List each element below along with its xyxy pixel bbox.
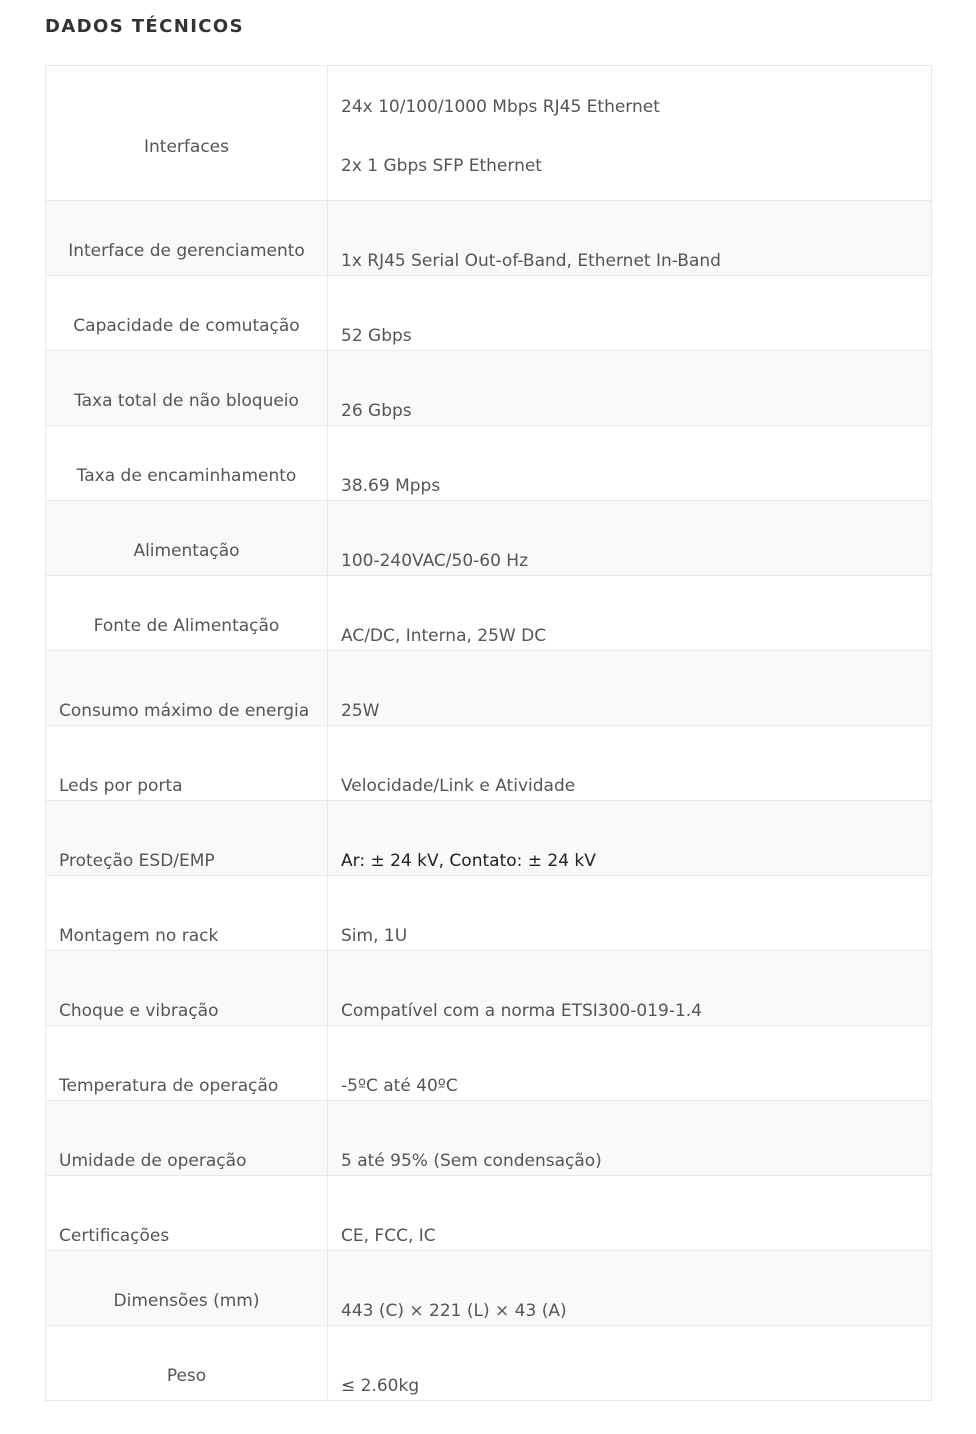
spec-row-dimensions <box>46 1251 932 1326</box>
spec-row-shock-vibration <box>46 951 932 1026</box>
spec-row-operating-humidity <box>46 1101 932 1176</box>
spec-label: Peso <box>46 1326 328 1401</box>
spec-value-line: 2x 1 Gbps SFP Ethernet <box>341 155 542 176</box>
spec-value: 38.69 Mpps <box>328 426 932 501</box>
spec-label: Leds por porta <box>46 726 328 801</box>
spec-row-leds <box>46 726 932 801</box>
spec-label: Alimentação <box>46 501 328 576</box>
spec-row-forwarding-rate <box>46 426 932 501</box>
spec-value: AC/DC, Interna, 25W DC <box>328 576 932 651</box>
spec-value: ≤ 2.60kg <box>328 1326 932 1401</box>
spec-value: 5 até 95% (Sem condensação) <box>328 1101 932 1176</box>
spec-value: CE, FCC, IC <box>328 1176 932 1251</box>
spec-label: Montagem no rack <box>46 876 328 951</box>
spec-label: Fonte de Alimentação <box>46 576 328 651</box>
technical-specs-table <box>45 65 932 1401</box>
spec-label: Taxa de encaminhamento <box>46 426 328 501</box>
spec-label: Temperatura de operação <box>46 1026 328 1101</box>
spec-row-power <box>46 501 932 576</box>
spec-label: Umidade de operação <box>46 1101 328 1176</box>
spec-label: Taxa total de não bloqueio <box>46 351 328 426</box>
spec-row-switching-capacity <box>46 276 932 351</box>
spec-row-non-blocking-rate <box>46 351 932 426</box>
spec-label: Capacidade de comutação <box>46 276 328 351</box>
spec-value: Velocidade/Link e Atividade <box>328 726 932 801</box>
spec-row-operating-temperature <box>46 1026 932 1101</box>
spec-label: Interface de gerenciamento <box>46 201 328 276</box>
spec-value: 443 (C) × 221 (L) × 43 (A) <box>328 1251 932 1326</box>
spec-row-rack-mount <box>46 876 932 951</box>
spec-label: Choque e vibração <box>46 951 328 1026</box>
spec-label: Dimensões (mm) <box>46 1251 328 1326</box>
spec-row-certifications <box>46 1176 932 1251</box>
spec-value: -5ºC até 40ºC <box>328 1026 932 1101</box>
spec-row-interfaces <box>46 66 932 201</box>
spec-label: Proteção ESD/EMP <box>46 801 328 876</box>
section-title: DADOS TÉCNICOS <box>45 16 244 37</box>
spec-row-weight <box>46 1326 932 1401</box>
spec-row-max-consumption <box>46 651 932 726</box>
spec-value: 100-240VAC/50-60 Hz <box>328 501 932 576</box>
spec-value: Ar: ± 24 kV, Contato: ± 24 kV <box>328 801 932 876</box>
spec-value: Sim, 1U <box>328 876 932 951</box>
spec-value: 25W <box>328 651 932 726</box>
spec-value: Compatível com a norma ETSI300-019-1.4 <box>328 951 932 1026</box>
spec-row-management <box>46 201 932 276</box>
spec-value <box>328 66 932 201</box>
spec-value: 1x RJ45 Serial Out-of-Band, Ethernet In-Band <box>328 201 932 276</box>
spec-value: 52 Gbps <box>328 276 932 351</box>
spec-row-esd-protection <box>46 801 932 876</box>
spec-row-power-supply <box>46 576 932 651</box>
spec-label: Certificações <box>46 1176 328 1251</box>
spec-label: Consumo máximo de energia <box>46 651 328 726</box>
spec-label: Interfaces <box>46 66 328 201</box>
spec-value-line: 24x 10/100/1000 Mbps RJ45 Ethernet <box>341 96 660 117</box>
spec-value: 26 Gbps <box>328 351 932 426</box>
